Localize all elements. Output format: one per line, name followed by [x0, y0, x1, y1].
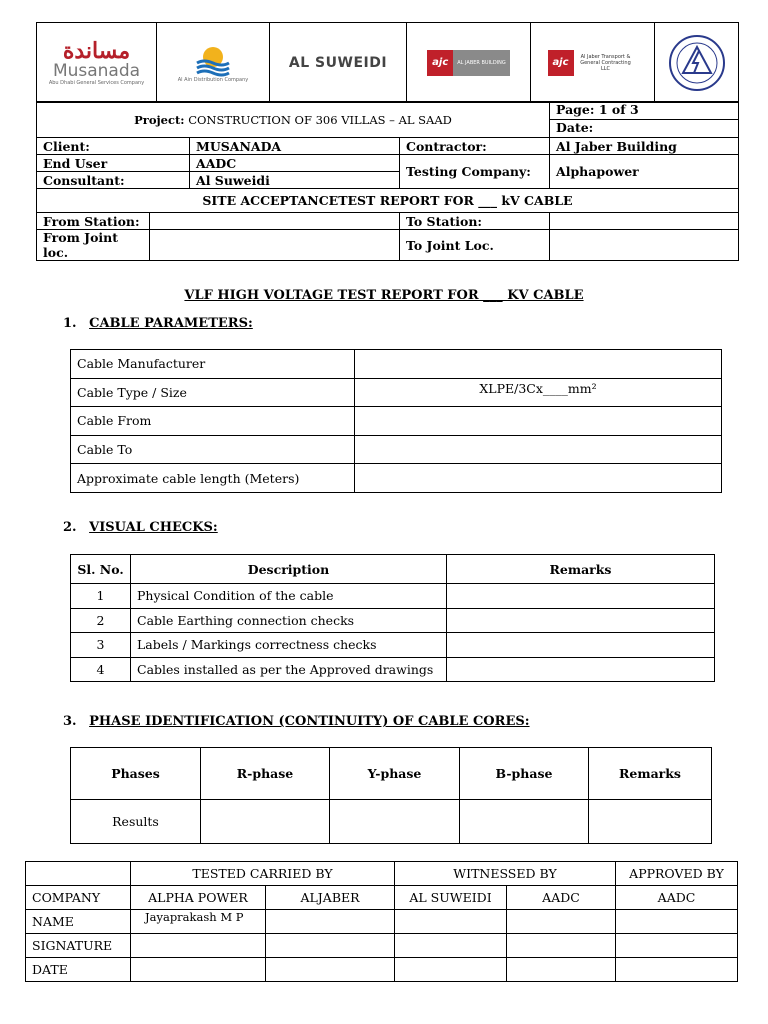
phase-identification-table: Phases R-phase Y-phase B-phase Remarks Results: [70, 747, 712, 844]
visual-remarks: [447, 584, 715, 609]
visual-no: 3: [71, 633, 131, 658]
param-value: [355, 435, 722, 464]
ajc-logo-1: ajc AL JABER BUILDING: [407, 23, 531, 103]
alphapower-emblem-icon: [667, 33, 727, 93]
main-title: VLF HIGH VOLTAGE TEST REPORT FOR ___ KV CABLE: [184, 288, 584, 303]
signoff-table: TESTED CARRIED BY WITNESSED BY APPROVED BY COMPANY ALPHA POWER ALJABER AL SUWEIDI AADC AADC NAME Jayaprakash M P SIGNATURE DATE: [25, 861, 738, 982]
param-value: [355, 350, 722, 379]
param-label: Approximate cable length (Meters): [71, 464, 355, 493]
cable-parameters-table: [70, 349, 722, 493]
project-info-table: Project: CONSTRUCTION OF 306 VILLAS – AL SAAD Page: 1 of 3 Date: Client: MUSANADA Contractor: Al Jaber Building End User AADC Testing Company: Alphapower Consultant: Al Suweidi SITE ACCEPTANCETEST REPORT FOR ___ kV CABLE From Station: To Station: From Joint loc. To Joint Loc.: [36, 101, 739, 261]
visual-desc: Cables installed as per the Approved drawings: [131, 657, 447, 682]
visual-checks-table: Sl. No. Description Remarks 1 Physical Condition of the cable 2 Cable Earthing connection checks 3 Labels / Markings correctness checks 4 Cables installed as per the Approved drawings: [70, 554, 715, 682]
param-label: Cable Manufacturer: [71, 350, 355, 379]
visual-row: [71, 584, 715, 609]
report-title: SITE ACCEPTANCETEST REPORT FOR ___ kV CABLE: [37, 189, 739, 213]
visual-remarks: [447, 608, 715, 633]
param-row: [71, 407, 722, 436]
section-1-heading: 1. CABLE PARAMETERS:: [63, 316, 253, 331]
visual-row: [71, 633, 715, 658]
param-label: Cable From: [71, 407, 355, 436]
visual-row: [71, 657, 715, 682]
param-row: [71, 435, 722, 464]
visual-remarks: [447, 657, 715, 682]
visual-desc: Labels / Markings correctness checks: [131, 633, 447, 658]
param-row: [71, 350, 722, 379]
aadc-logo: Al Ain Distribution Company: [157, 23, 270, 103]
ajc-logo-2: ajc Al Jaber Transport & General Contracting LLC: [531, 23, 655, 103]
section-2-heading: 2. VISUAL CHECKS:: [63, 520, 218, 535]
param-value: XLPE/3Cx____mm²: [355, 378, 722, 407]
visual-no: 2: [71, 608, 131, 633]
visual-desc: Cable Earthing connection checks: [131, 608, 447, 633]
visual-no: 1: [71, 584, 131, 609]
param-value: [355, 407, 722, 436]
section-3-heading: 3. PHASE IDENTIFICATION (CONTINUITY) OF CABLE CORES:: [63, 714, 530, 729]
param-row: [71, 378, 722, 407]
visual-remarks: [447, 633, 715, 658]
logo-header: [36, 22, 739, 103]
visual-desc: Physical Condition of the cable: [131, 584, 447, 609]
alphapower-logo: [655, 23, 739, 103]
alsuweidi-logo: AL SUWEIDI: [270, 23, 407, 103]
page-date-cell: Page: 1 of 3 Date:: [550, 102, 739, 138]
param-value: [355, 464, 722, 493]
project-cell: Project: CONSTRUCTION OF 306 VILLAS – AL SAAD: [37, 102, 550, 138]
param-row: [71, 464, 722, 493]
sun-waves-icon: [195, 43, 231, 77]
visual-row: [71, 608, 715, 633]
musanada-logo: مساندة Musanada Abu Dhabi General Services Company: [37, 23, 157, 103]
param-label: Cable Type / Size: [71, 378, 355, 407]
visual-no: 4: [71, 657, 131, 682]
param-label: Cable To: [71, 435, 355, 464]
